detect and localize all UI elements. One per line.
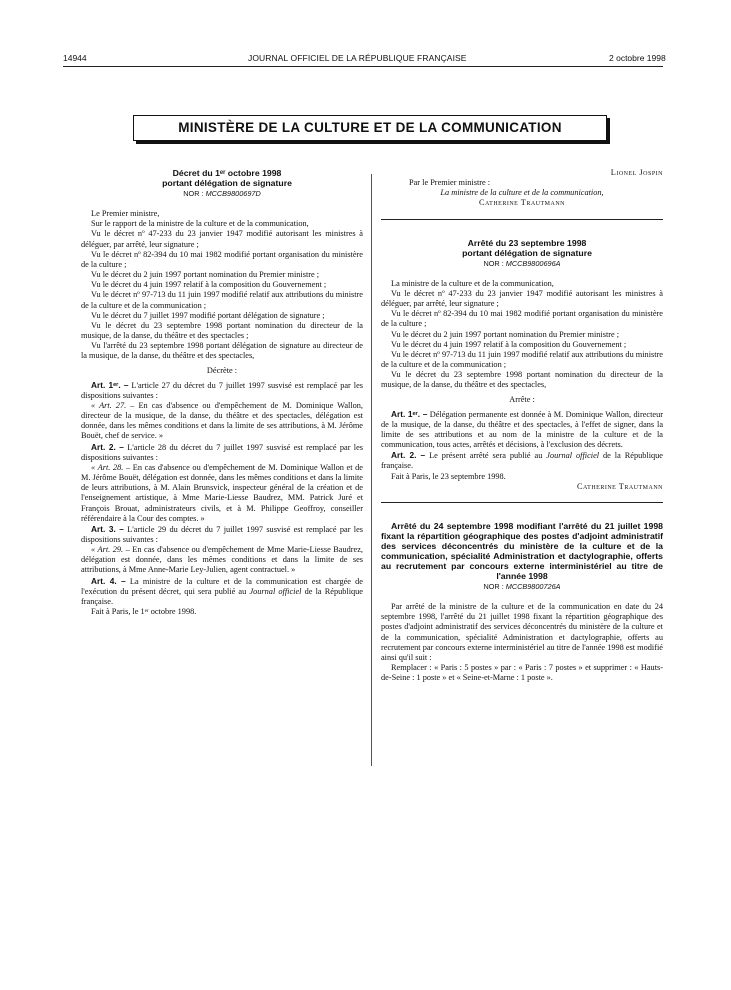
signature-trautmann: Catherine Trautmann xyxy=(478,198,566,208)
paragraph: Vu le décret nº 47-233 du 23 janvier 1947 modifié autorisant les ministres à déléguer, par arrêté, leur signature ; xyxy=(81,229,363,249)
article-text: L'article 29 du décret du 7 juillet 1997 susvisé est remplacé par les dispositions suivantes : xyxy=(81,524,363,544)
paragraph: La ministre de la culture et de la communication, xyxy=(391,278,554,288)
paragraph: Vu le décret du 4 juin 1997 relatif à la composition du Gouvernement ; xyxy=(91,280,327,290)
arrete-heading: Arrête : xyxy=(509,394,535,404)
la-ministre-text: La ministre de la culture et de la communication, xyxy=(440,188,604,198)
article-text: de la République française. xyxy=(381,451,663,471)
paragraph: Vu le décret du 2 juin 1997 portant nomination du Premier ministre ; xyxy=(391,329,620,339)
right-column xyxy=(381,168,663,683)
article-label: Art. 1ᵉʳ. – xyxy=(391,408,428,419)
paragraph: Vu le décret du 4 juin 1997 relatif à la composition du Gouvernement ; xyxy=(391,339,627,349)
paragraph: Vu le décret nº 47-233 du 23 janvier 1947 modifié autorisant les ministres à déléguer, par arrêté, leur signature ; xyxy=(381,288,663,309)
nor-label: NOR : xyxy=(483,581,506,591)
article-29 xyxy=(81,545,363,575)
paragraph: Vu le décret du 7 juillet 1997 modifié portant délégation de signature ; xyxy=(91,310,325,320)
article-28 xyxy=(81,463,363,524)
article-text: L'article 27 du décret du 7 juillet 1997 susvisé est remplacé par les dispositions suivantes : xyxy=(81,380,363,400)
nor-label: NOR : xyxy=(183,189,206,198)
header-rule xyxy=(63,66,663,67)
article-text: de la République française. xyxy=(81,586,363,606)
article-label: Art. 2. – xyxy=(91,441,124,452)
decree-title: Décret du 1ᵉʳ octobre 1998 xyxy=(172,168,282,178)
article-text: La ministre de la culture et de la communication est chargée de l'exécution du présent décret, qui sera publié au xyxy=(81,576,363,596)
ministry-banner-text: MINISTÈRE DE LA CULTURE ET DE LA COMMUNICATION xyxy=(178,120,562,135)
signature-jospin: Lionel Jospin xyxy=(610,168,663,177)
paragraph: Par arrêté de la ministre de la culture et de la communication en date du 24 septembre 1998, l'arrêté du 21 juillet 1998 fixant la répartition géographique des postes d'adjoint administratif des services déconcentrés du ministère de la culture et de la communication, spécialité Administration et dactylographie, offerts au recrutement par concours externe interministériel au titre de l'année 1998 est modifié ainsi qu'il suit : xyxy=(381,602,663,662)
article-label: Art. 4. – xyxy=(91,575,126,586)
article-text: L'article 28 du décret du 7 juillet 1997 susvisé est remplacé par les dispositions suivantes : xyxy=(81,442,363,462)
article-label: Art. 1ᵉʳ. – xyxy=(91,379,129,390)
signature-trautmann: Catherine Trautmann xyxy=(576,481,663,491)
journal-title: JOURNAL OFFICIEL DE LA RÉPUBLIQUE FRANÇAISE xyxy=(248,53,467,63)
section-rule xyxy=(381,502,663,503)
fait-a-paris: Fait à Paris, le 1ᵉʳ octobre 1998. xyxy=(91,607,197,617)
left-column xyxy=(81,168,363,617)
arrete-subtitle: portant délégation de signature xyxy=(462,247,592,258)
arrete-nor xyxy=(381,259,663,269)
paragraph: Sur le rapport de la ministre de la culture et de la communication, xyxy=(91,219,309,229)
paragraph: Vu le décret nº 82-394 du 10 mai 1982 modifié portant organisation du ministère de la culture ; xyxy=(381,309,663,329)
article-label: Art. 3. – xyxy=(91,523,124,534)
article-text: Délégation permanente est donnée à M. Dominique Wallon, directeur de la musique, de la danse, du théâtre et des spectacles, à l'effet de signer, dans la limite de ses attributions et au nom de la ministre de la culture et de la communication, tous actes, arrêtés et décisions, à l'exclusion des décrets. xyxy=(381,409,663,450)
article-text: – En cas d'absence ou d'empêchement de Mme Marie-Liesse Baudrez, délégation est donnée, dans les mêmes conditions et dans la limite de ses attributions, à Mme Anne-Marie Ley-Julien, agent contractuel. » xyxy=(81,545,363,575)
arrete-2-nor xyxy=(381,582,663,592)
paragraph: Vu le décret nº 97-713 du 11 juin 1997 modifié relatif aux attributions du ministre de la culture et de la communication ; xyxy=(81,290,363,310)
publication-date: 2 octobre 1998 xyxy=(609,53,666,63)
paragraph: Vu le décret du 23 septembre 1998 portant nomination du directeur de la musique, de la danse, du théâtre et des spectacles, xyxy=(381,370,663,390)
nor-code: MCCB9800726A xyxy=(505,581,561,591)
article-text: Le présent arrêté sera publié au xyxy=(425,451,547,461)
nor-code: MCCB9800697D xyxy=(205,189,261,198)
article-27 xyxy=(81,401,363,442)
decree-subtitle: portant délégation de signature xyxy=(162,178,292,188)
la-ministre-line xyxy=(381,188,663,198)
paragraph: Le Premier ministre, xyxy=(91,209,160,219)
paragraph: Vu le décret du 2 juin 1997 portant nomination du Premier ministre ; xyxy=(91,270,320,280)
article-label: Art. 2. – xyxy=(391,450,426,461)
article-label: « Art. 27. xyxy=(91,400,127,410)
arrete-title: Arrêté du 23 septembre 1998 xyxy=(467,237,587,248)
page-number: 14944 xyxy=(63,53,87,63)
paragraph: Vu l'arrêté du 23 septembre 1998 portant délégation de signature au directeur de la musique, de la danse, du théâtre et des spectacles, xyxy=(81,341,363,361)
article-label: « Art. 29. xyxy=(91,545,124,555)
arrete-article-2 xyxy=(381,450,663,471)
article-2 xyxy=(81,442,363,463)
nor-code: MCCB9800696A xyxy=(505,258,561,268)
article-label: « Art. 28. xyxy=(91,462,124,472)
arrete-article-1 xyxy=(381,409,663,451)
nor-label: NOR : xyxy=(483,258,506,268)
par-le-premier-ministre: Par le Premier ministre : xyxy=(409,178,491,188)
paragraph: Remplacer : « Paris : 5 postes » par : « Paris : 7 postes » et supprimer : « Hauts-de-Seine : 1 poste » et « Seine-et-Marne : 1 poste ». xyxy=(381,663,663,683)
ministry-banner xyxy=(133,115,607,141)
article-text: – En cas d'absence ou d'empêchement de M. Dominique Wallon, directeur de la musique, de la danse, du théâtre et des spectacles, délégation est donnée, dans les mêmes conditions et dans la limite de ses attributions, à M. Jérôme Bouët, chef de service. » xyxy=(81,400,364,441)
paragraph: Vu le décret nº 97-713 du 11 juin 1997 modifié relatif aux attributions du ministre de la culture et de la communication ; xyxy=(381,349,663,370)
column-separator xyxy=(371,174,372,766)
journal-name: Journal officiel xyxy=(249,586,302,596)
decrete-heading: Décrète : xyxy=(206,365,238,375)
article-text: – En cas d'absence ou d'empêchement de M. Dominique Wallon et de M. Jérôme Bouët, délégation est donnée, dans les mêmes conditions et dans la limite de leurs attributions, à M. Alain Brunsvick, inspecteur général de la création et de l'enseignement artistique, à Mme Marie-Liesse Baudrez, MM. Patrick Juré et François Brouat, administrateurs civils, et à M. Philippe Geoffroy, conseiller référendaire à la Cour des comptes. » xyxy=(81,462,363,523)
fait-a-paris: Fait à Paris, le 23 septembre 1998. xyxy=(391,471,506,481)
arrete-2-title: Arrêté du 24 septembre 1998 modifiant l'arrêté du 21 juillet 1998 fixant la répartition géographique des postes d'adjoint administratif des services déconcentrés du ministère de la culture et de la communication, spécialité Administration et dactylographie, offerts au recrutement par concours externe interministériel au titre de l'année 1998 xyxy=(381,520,663,581)
paragraph: Vu le décret du 23 septembre 1998 portant nomination du directeur de la musique, de la danse, du théâtre et des spectacles ; xyxy=(81,320,363,341)
paragraph: Vu le décret nº 82-394 du 10 mai 1982 modifié portant organisation du ministère de la culture ; xyxy=(81,249,363,269)
section-rule xyxy=(381,219,663,220)
journal-name: Journal officiel xyxy=(546,451,600,461)
decree-nor xyxy=(81,189,363,199)
article-1 xyxy=(81,380,363,401)
article-3 xyxy=(81,524,363,545)
article-4 xyxy=(81,576,363,607)
